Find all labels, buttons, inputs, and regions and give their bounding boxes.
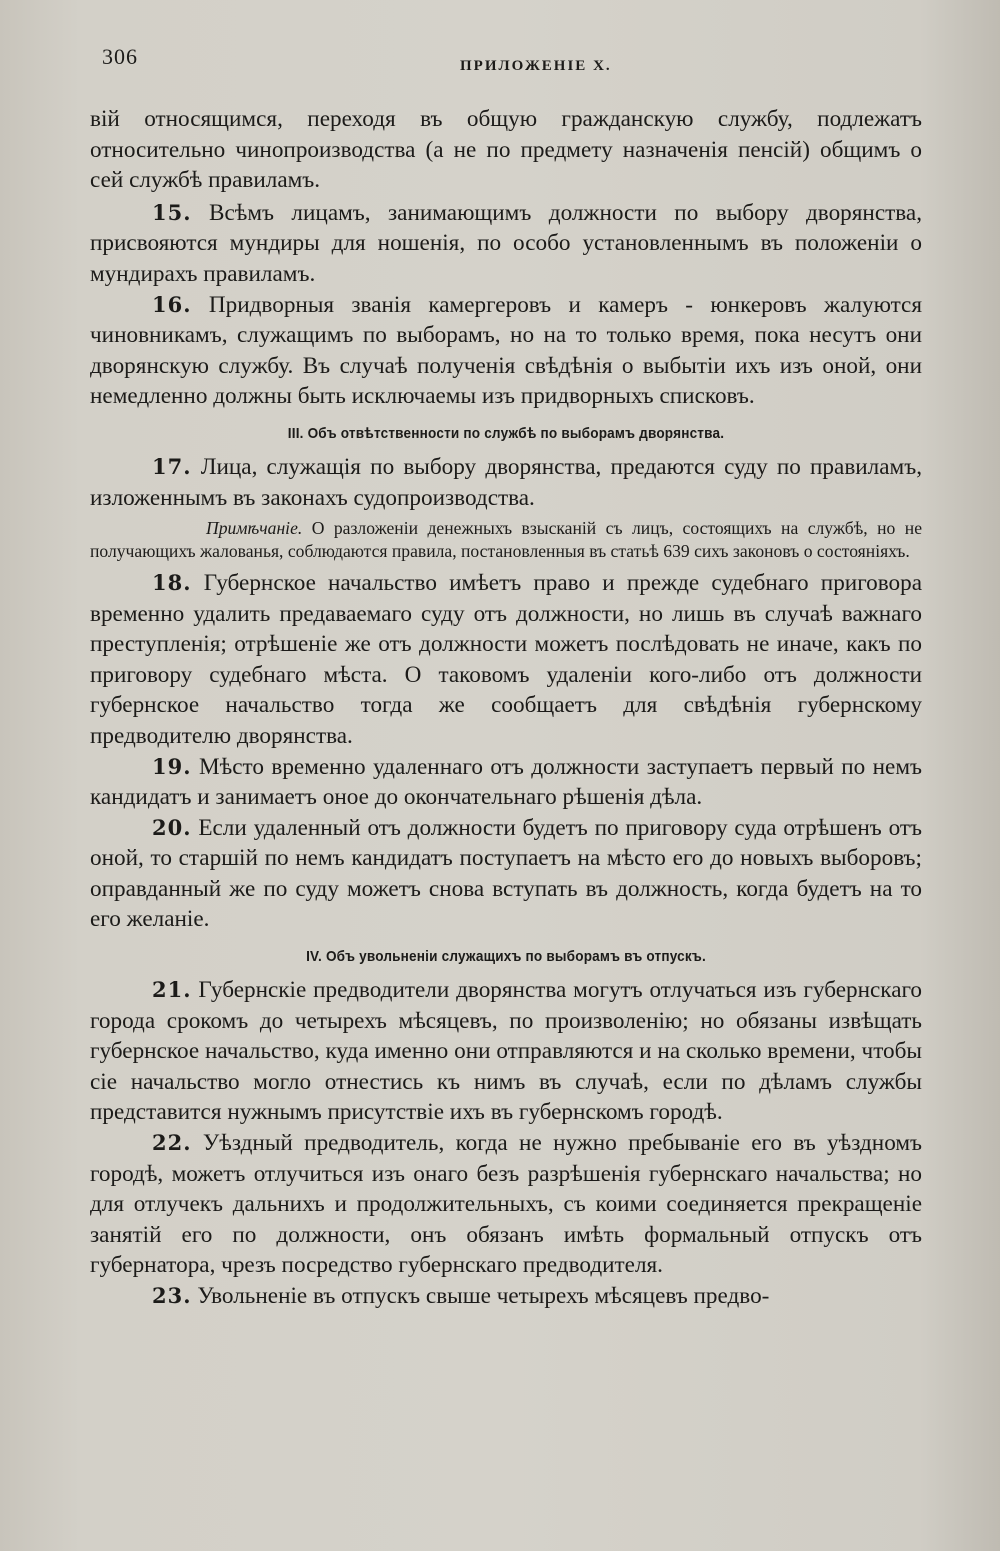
article-number: 20. [152, 814, 192, 840]
article-22 [90, 1128, 922, 1281]
article-15 [90, 198, 922, 290]
running-head: ПРИЛОЖЕНІЕ X. [460, 58, 612, 74]
article-20 [90, 813, 922, 935]
note-text: О разложеніи денежныхъ взысканій съ лицъ, состоящихъ на службѣ, но не получающихъ жалованья, соблюдаются правила, постановленныя въ статьѣ 639 сихъ законовъ о состояніяхъ. [90, 518, 922, 561]
article-number: 16. [152, 291, 192, 317]
page-header [100, 40, 910, 80]
article-number: 23. [152, 1283, 192, 1308]
article-number: 18. [152, 569, 192, 595]
article-23 [90, 1281, 922, 1312]
article-18 [90, 568, 922, 752]
article-text: Мѣсто временно удаленнаго отъ должности заступаетъ первый по немъ кандидатъ и занимаетъ оное до окончательнаго рѣшенія дѣла. [90, 753, 923, 811]
footnote-remark [90, 517, 922, 562]
article-text: Губернское начальство имѣетъ право и прежде судебнаго приговора временно удалить предаваемаго суду отъ должности, но лишь въ случаѣ важнаго преступленія; отрѣшеніе же отъ должности можетъ послѣдовать не иначе, какъ по приговору судебнаго мѣста. О таковомъ удаленіи кого-либо отъ должности губернское начальство тогда же сообщаетъ для свѣдѣнія губернскому предводителю дворянства. [90, 569, 923, 749]
article-21 [90, 975, 922, 1128]
page-number: 306 [102, 44, 138, 69]
paragraph-continuation: вій относящимся, переходя въ общую гражданскую службу, подлежатъ относительно чинопроизводства (а не по предмету назначенія пенсій) общимъ о сей службѣ правиламъ. [90, 106, 922, 194]
article-text: Лица, служащія по выбору дворянства, предаются суду по правиламъ, изложеннымъ въ законахъ судопроизводства. [90, 453, 923, 511]
section-heading-3: III. Объ отвѣтственности по службѣ по выборамъ дворянства. [287, 425, 725, 442]
section-heading-4: IV. Объ увольненіи служащихъ по выборамъ въ отпускъ. [306, 949, 706, 966]
article-number: 15. [152, 199, 192, 225]
article-number: 22. [152, 1130, 192, 1156]
article-number: 17. [152, 453, 192, 479]
note-label: Примѣчаніе. [206, 518, 303, 539]
article-text: Уѣздный предводитель, когда не нужно пребываніе его въ уѣздномъ городѣ, можетъ отлучиться изъ онаго безъ разрѣшенія губернскаго начальства; но для отлучекъ дальнихъ и продолжительныхъ, съ коими соединяется прекращеніе занятій его по должности, онъ обязанъ имѣть формальный отпускъ отъ губернатора, чрезъ посредство губернскаго предводителя. [90, 1130, 923, 1279]
article-text: Всѣмъ лицамъ, занимающимъ должности по выбору дворянства, присвояются мундиры для ношенія, по особо установленнымъ въ положеніи о мундирахъ правиламъ. [90, 199, 922, 287]
article-16 [90, 290, 922, 412]
article-17 [90, 452, 922, 513]
article-text: Придворныя званія камергеровъ и камеръ - юнкеровъ жалуются чиновникамъ, служащимъ по выборамъ, но на то только время, пока несутъ они дворянскую службу. Въ случаѣ полученія свѣдѣнія о выбытіи ихъ изъ оной, они немедленно должны быть исключаемы изъ придворныхъ списковъ. [90, 291, 923, 410]
article-19 [90, 752, 922, 813]
article-text: Если удаленный отъ должности будетъ по приговору суда отрѣшенъ отъ оной, то старшій по немъ кандидатъ поступаетъ на мѣсто его до новыхъ выборовъ; оправданный же по суду можетъ снова вступать въ должность, когда будетъ на то его желаніе. [90, 814, 922, 933]
article-number: 19. [152, 753, 192, 779]
article-text: Увольненіе въ отпускъ свыше четырехъ мѣсяцевъ предво- [197, 1283, 770, 1309]
body-text [90, 104, 922, 1312]
article-number: 21. [152, 977, 192, 1003]
article-text: Губернскіе предводители дворянства могутъ отлучаться изъ губернскаго города срокомъ до четырехъ мѣсяцевъ, по произволенію; но обязаны извѣщать губернское начальство, куда именно они отправляются и на сколько времени, чтобы сіе начальство могло отнестись къ нимъ въ случаѣ, если по дѣламъ службы представится нужнымъ присутствіе ихъ въ губернскомъ городѣ. [90, 977, 923, 1126]
